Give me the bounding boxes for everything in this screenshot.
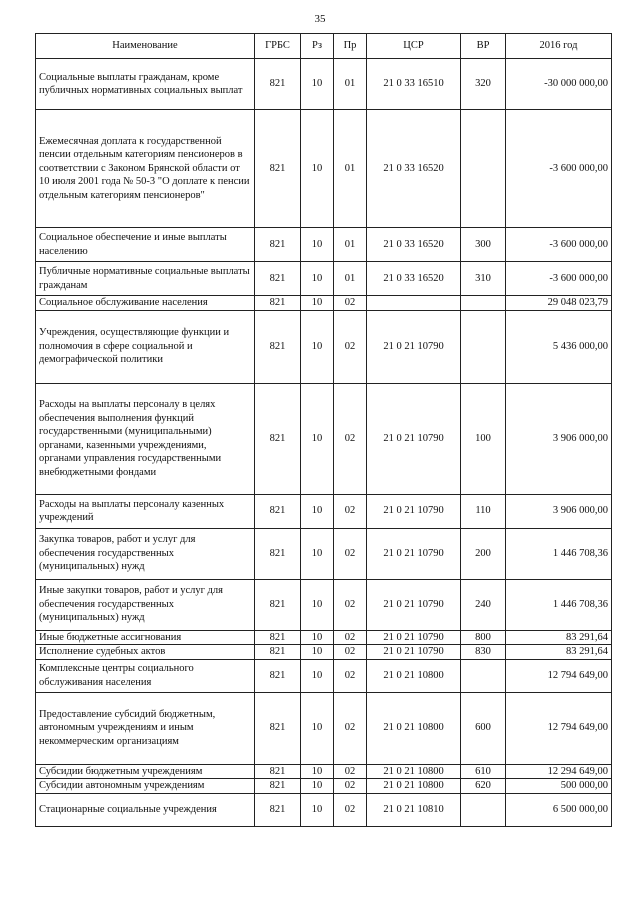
header-pr: Пр — [334, 34, 367, 59]
row-grbs: 821 — [255, 793, 301, 826]
row-csr: 21 0 21 10800 — [367, 692, 461, 764]
row-rz: 10 — [301, 764, 334, 779]
row-rz: 10 — [301, 262, 334, 296]
row-name: Расходы на выплаты персоналу казенных учреждений — [36, 494, 255, 528]
row-name: Иные закупки товаров, работ и услуг для обеспечения государственных (муниципальных) нужд — [36, 579, 255, 630]
row-pr: 02 — [334, 296, 367, 311]
row-csr: 21 0 21 10790 — [367, 630, 461, 645]
row-pr: 02 — [334, 383, 367, 494]
row-csr: 21 0 33 16520 — [367, 228, 461, 262]
row-pr: 02 — [334, 630, 367, 645]
row-csr: 21 0 21 10800 — [367, 779, 461, 794]
table-row — [36, 630, 612, 645]
row-amount: 6 500 000,00 — [506, 793, 612, 826]
row-name: Социальное обслуживание населения — [36, 296, 255, 311]
row-pr: 02 — [334, 528, 367, 579]
row-amount: 500 000,00 — [506, 779, 612, 794]
row-rz: 10 — [301, 296, 334, 311]
row-rz: 10 — [301, 645, 334, 660]
table-row — [36, 494, 612, 528]
row-amount: 12 794 649,00 — [506, 692, 612, 764]
row-amount: 1 446 708,36 — [506, 528, 612, 579]
row-name: Стационарные социальные учреждения — [36, 793, 255, 826]
row-amount: 1 446 708,36 — [506, 579, 612, 630]
row-pr: 02 — [334, 779, 367, 794]
row-pr: 01 — [334, 228, 367, 262]
row-pr: 02 — [334, 764, 367, 779]
row-pr: 02 — [334, 579, 367, 630]
row-pr: 01 — [334, 110, 367, 228]
row-csr: 21 0 21 10790 — [367, 383, 461, 494]
row-grbs: 821 — [255, 494, 301, 528]
row-name: Исполнение судебных актов — [36, 645, 255, 660]
row-amount: -3 600 000,00 — [506, 110, 612, 228]
row-csr: 21 0 21 10790 — [367, 645, 461, 660]
row-vr — [461, 793, 506, 826]
row-name: Предоставление субсидий бюджетным, автономным учреждениям и иным некоммерческим организациям — [36, 692, 255, 764]
table-header-row — [36, 34, 612, 59]
row-rz: 10 — [301, 383, 334, 494]
row-vr: 320 — [461, 59, 506, 110]
row-name: Субсидии автономным учреждениям — [36, 779, 255, 794]
row-vr: 240 — [461, 579, 506, 630]
row-rz: 10 — [301, 692, 334, 764]
row-grbs: 821 — [255, 579, 301, 630]
row-csr: 21 0 33 16520 — [367, 110, 461, 228]
row-rz: 10 — [301, 228, 334, 262]
header-rz: Рз — [301, 34, 334, 59]
row-pr: 02 — [334, 494, 367, 528]
header-amount: 2016 год — [506, 34, 612, 59]
row-csr: 21 0 21 10800 — [367, 764, 461, 779]
table-row — [36, 296, 612, 311]
header-vr: ВР — [461, 34, 506, 59]
row-pr: 01 — [334, 262, 367, 296]
row-csr: 21 0 33 16520 — [367, 262, 461, 296]
page-number: 35 — [314, 13, 326, 25]
row-csr: 21 0 21 10800 — [367, 659, 461, 692]
row-grbs: 821 — [255, 630, 301, 645]
row-amount: 83 291,64 — [506, 630, 612, 645]
row-rz: 10 — [301, 659, 334, 692]
row-grbs: 821 — [255, 262, 301, 296]
row-amount: 12 794 649,00 — [506, 659, 612, 692]
row-rz: 10 — [301, 494, 334, 528]
row-rz: 10 — [301, 59, 334, 110]
table-row — [36, 579, 612, 630]
row-grbs: 821 — [255, 659, 301, 692]
row-csr — [367, 296, 461, 311]
row-amount: 29 048 023,79 — [506, 296, 612, 311]
header-csr: ЦСР — [367, 34, 461, 59]
row-rz: 10 — [301, 579, 334, 630]
row-grbs: 821 — [255, 383, 301, 494]
row-rz: 10 — [301, 793, 334, 826]
table-row — [36, 764, 612, 779]
row-vr — [461, 659, 506, 692]
row-pr: 02 — [334, 692, 367, 764]
row-rz: 10 — [301, 110, 334, 228]
row-name: Социальное обеспечение и иные выплаты населению — [36, 228, 255, 262]
row-vr: 310 — [461, 262, 506, 296]
row-csr: 21 0 33 16510 — [367, 59, 461, 110]
row-vr — [461, 296, 506, 311]
table-row — [36, 692, 612, 764]
row-grbs: 821 — [255, 692, 301, 764]
table-row — [36, 310, 612, 383]
row-grbs: 821 — [255, 645, 301, 660]
row-vr: 620 — [461, 779, 506, 794]
table-row — [36, 228, 612, 262]
row-vr: 600 — [461, 692, 506, 764]
row-vr: 110 — [461, 494, 506, 528]
table-row — [36, 528, 612, 579]
row-amount: -3 600 000,00 — [506, 228, 612, 262]
row-vr — [461, 110, 506, 228]
row-pr: 02 — [334, 645, 367, 660]
row-amount: 3 906 000,00 — [506, 494, 612, 528]
row-name: Иные бюджетные ассигнования — [36, 630, 255, 645]
row-name: Комплексные центры социального обслуживания населения — [36, 659, 255, 692]
row-vr: 300 — [461, 228, 506, 262]
row-amount: -3 600 000,00 — [506, 262, 612, 296]
table-row — [36, 262, 612, 296]
header-grbs: ГРБС — [255, 34, 301, 59]
table-row — [36, 383, 612, 494]
row-vr: 610 — [461, 764, 506, 779]
row-amount: 12 294 649,00 — [506, 764, 612, 779]
row-vr — [461, 310, 506, 383]
row-grbs: 821 — [255, 296, 301, 311]
row-csr: 21 0 21 10790 — [367, 494, 461, 528]
row-name: Ежемесячная доплата к государственной пенсии отдельным категориям пенсионеров в соответствии с Законом Брянской области от 10 июля 2001 года № 50-3 "О доплате к пенсии отдельным категориям пенсионеров" — [36, 110, 255, 228]
row-amount: 83 291,64 — [506, 645, 612, 660]
row-grbs: 821 — [255, 779, 301, 794]
row-rz: 10 — [301, 310, 334, 383]
row-name: Расходы на выплаты персоналу в целях обеспечения выполнения функций государственными (муниципальными) органами, казенными учреждениями, органами управления государственными внебюджетными фондами — [36, 383, 255, 494]
row-csr: 21 0 21 10790 — [367, 528, 461, 579]
row-vr: 830 — [461, 645, 506, 660]
row-grbs: 821 — [255, 228, 301, 262]
row-rz: 10 — [301, 630, 334, 645]
header-name: Наименование — [36, 34, 255, 59]
row-grbs: 821 — [255, 59, 301, 110]
row-name: Социальные выплаты гражданам, кроме публичных нормативных социальных выплат — [36, 59, 255, 110]
row-csr: 21 0 21 10790 — [367, 579, 461, 630]
table-row — [36, 659, 612, 692]
row-name: Субсидии бюджетным учреждениям — [36, 764, 255, 779]
row-name: Закупка товаров, работ и услуг для обеспечения государственных (муниципальных) нужд — [36, 528, 255, 579]
row-name: Учреждения, осуществляющие функции и полномочия в сфере социальной и демографической политики — [36, 310, 255, 383]
table-row — [36, 793, 612, 826]
row-vr: 200 — [461, 528, 506, 579]
row-pr: 02 — [334, 659, 367, 692]
row-grbs: 821 — [255, 110, 301, 228]
row-amount: 5 436 000,00 — [506, 310, 612, 383]
row-pr: 02 — [334, 793, 367, 826]
table-row — [36, 110, 612, 228]
row-csr: 21 0 21 10810 — [367, 793, 461, 826]
table-row — [36, 645, 612, 660]
budget-table — [35, 33, 612, 827]
row-vr: 800 — [461, 630, 506, 645]
table-row — [36, 779, 612, 794]
row-vr: 100 — [461, 383, 506, 494]
row-csr: 21 0 21 10790 — [367, 310, 461, 383]
table-row — [36, 59, 612, 110]
row-pr: 02 — [334, 310, 367, 383]
row-rz: 10 — [301, 779, 334, 794]
row-grbs: 821 — [255, 310, 301, 383]
row-name: Публичные нормативные социальные выплаты гражданам — [36, 262, 255, 296]
row-grbs: 821 — [255, 528, 301, 579]
row-pr: 01 — [334, 59, 367, 110]
row-grbs: 821 — [255, 764, 301, 779]
row-amount: -30 000 000,00 — [506, 59, 612, 110]
row-rz: 10 — [301, 528, 334, 579]
row-amount: 3 906 000,00 — [506, 383, 612, 494]
